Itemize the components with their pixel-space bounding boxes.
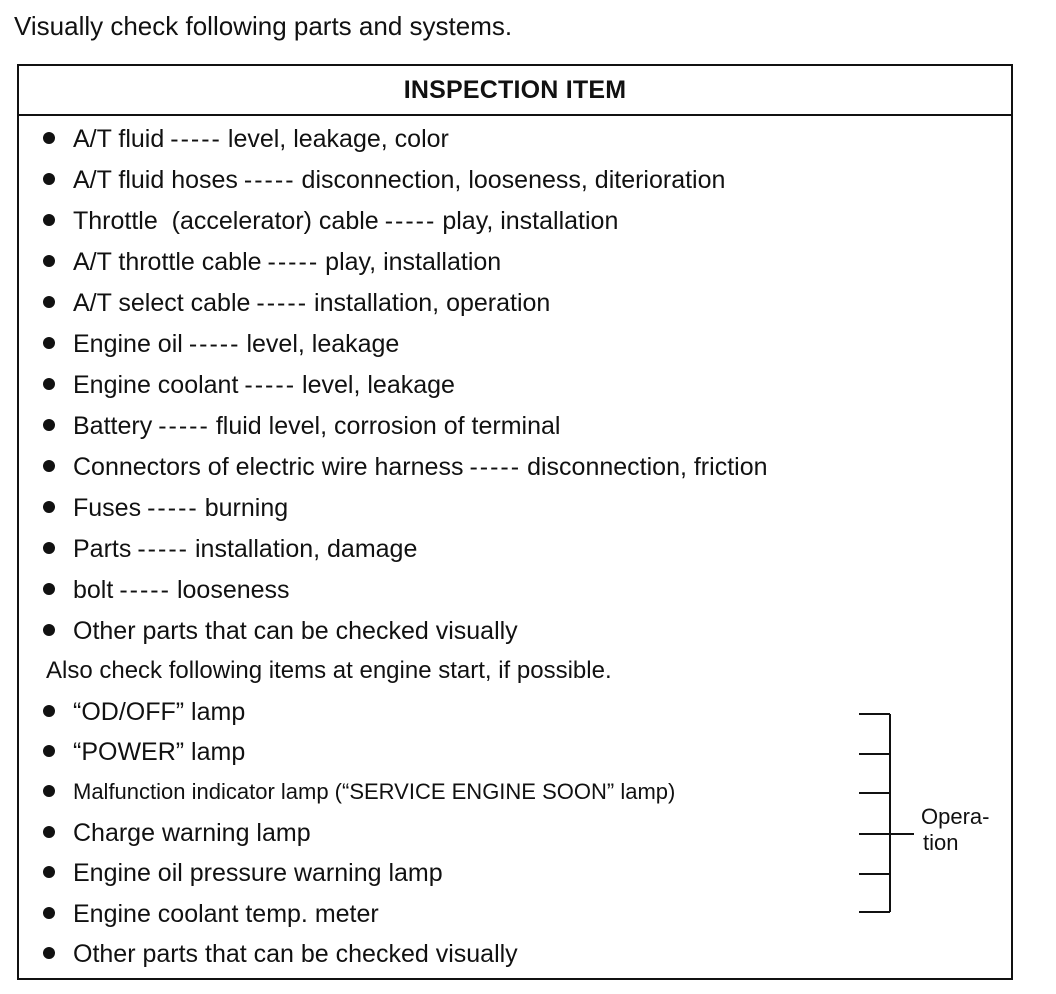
bullet-icon — [43, 624, 55, 636]
bullet-icon — [43, 705, 55, 717]
item-check: fluid level, corrosion of terminal — [215, 412, 561, 440]
item-name: “OD/OFF” lamp — [73, 698, 246, 726]
operation-label-line2: tion — [923, 830, 959, 855]
engine-start-note: Also check following items at engine start, if possible. — [46, 657, 612, 684]
item-name: A/T throttle cable — [73, 248, 262, 276]
engine-start-row — [43, 813, 311, 853]
inspection-row — [43, 283, 550, 323]
dash-separator: ----- — [137, 535, 189, 563]
bullet-icon — [43, 214, 55, 226]
engine-start-row — [43, 692, 245, 732]
dash-separator: ----- — [158, 412, 210, 440]
bullet-icon — [43, 745, 55, 757]
inspection-table — [17, 64, 1013, 980]
item-name: Engine coolant temp. meter — [73, 900, 379, 928]
bullet-icon — [43, 785, 55, 797]
table-header: INSPECTION ITEM — [19, 66, 1011, 116]
bullet-icon — [43, 866, 55, 878]
intro-text: Visually check following parts and systems. — [14, 11, 513, 41]
operation-label — [921, 804, 989, 856]
dash-separator: ----- — [119, 576, 171, 604]
item-check: looseness — [176, 576, 290, 604]
bullet-icon — [43, 132, 55, 144]
engine-start-row — [43, 894, 379, 934]
inspection-row — [43, 365, 455, 405]
inspection-row — [43, 406, 560, 446]
bullet-icon — [43, 947, 55, 959]
bullet-icon — [43, 378, 55, 390]
item-name: bolt — [73, 576, 114, 604]
item-name: Other parts that can be checked visually — [73, 940, 518, 968]
inspection-row — [43, 570, 290, 610]
item-name: Engine oil pressure warning lamp — [73, 859, 443, 887]
dash-separator: ----- — [147, 494, 199, 522]
bullet-icon — [43, 337, 55, 349]
item-name: Engine oil — [73, 330, 183, 358]
item-name: Parts — [73, 535, 132, 563]
dash-separator: ----- — [188, 330, 241, 358]
inspection-row — [43, 242, 501, 282]
item-name: Malfunction indicator lamp (“SERVICE ENGINE SOON” lamp) — [73, 779, 676, 804]
item-name: Charge warning lamp — [73, 819, 311, 847]
inspection-row — [43, 488, 288, 528]
inspection-row — [43, 201, 618, 241]
dash-separator: ----- — [256, 289, 309, 317]
item-check: level, leakage, color — [227, 125, 449, 153]
operation-label-line1: Opera- — [921, 804, 990, 829]
bullet-icon — [43, 501, 55, 513]
item-name: Fuses — [73, 494, 142, 522]
bullet-icon — [43, 173, 55, 185]
dash-separator: ----- — [267, 248, 320, 276]
dash-separator: ----- — [469, 453, 522, 481]
item-check: play, installation — [325, 248, 502, 276]
item-name: Connectors of electric wire harness — [73, 453, 464, 481]
item-check: level, leakage — [246, 330, 400, 358]
dash-separator: ----- — [244, 371, 297, 399]
dash-separator: ----- — [170, 125, 222, 153]
item-check: level, leakage — [302, 371, 455, 399]
item-check: installation, damage — [195, 535, 418, 563]
item-name: A/T fluid — [73, 125, 165, 153]
item-name: “POWER” lamp — [73, 738, 246, 766]
bullet-icon — [43, 542, 55, 554]
item-name: A/T fluid hoses — [73, 166, 238, 194]
item-name: A/T select cable — [73, 289, 251, 317]
bullet-icon — [43, 460, 55, 472]
item-name: Other parts that can be checked visually — [73, 617, 518, 645]
item-check: burning — [204, 494, 289, 522]
engine-start-row — [43, 934, 518, 974]
bullet-icon — [43, 419, 55, 431]
engine-start-row — [43, 772, 675, 812]
item-check: play, installation — [442, 207, 619, 235]
inspection-row — [43, 119, 449, 159]
engine-start-row — [43, 732, 245, 772]
inspection-row — [43, 324, 399, 364]
item-check: installation, operation — [314, 289, 551, 317]
inspection-row — [43, 611, 518, 651]
inspection-row — [43, 447, 768, 487]
item-check: disconnection, looseness, diterioration — [301, 166, 726, 194]
item-name: Battery — [73, 412, 153, 440]
item-name: Engine coolant — [73, 371, 239, 399]
bullet-icon — [43, 583, 55, 595]
bullet-icon — [43, 907, 55, 919]
item-check: disconnection, friction — [527, 453, 768, 481]
dash-separator: ----- — [384, 207, 437, 235]
inspection-row — [43, 529, 417, 569]
engine-start-row — [43, 853, 443, 893]
dash-separator: ----- — [243, 166, 296, 194]
bullet-icon — [43, 255, 55, 267]
bullet-icon — [43, 296, 55, 308]
item-name: Throttle (accelerator) cable — [73, 207, 379, 235]
bullet-icon — [43, 826, 55, 838]
inspection-row — [43, 160, 725, 200]
